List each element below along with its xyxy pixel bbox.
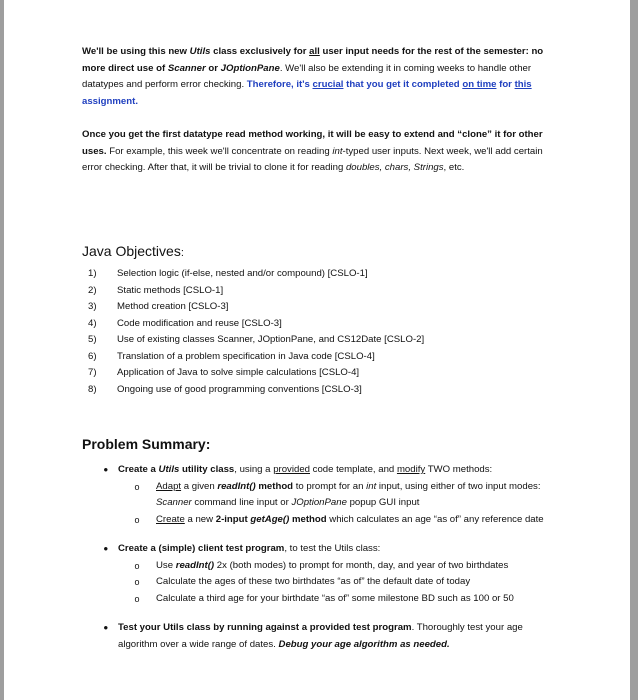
list-item: 7) Application of Java to solve simple calculations [CSLO-4] bbox=[88, 367, 360, 378]
summary-bullet-1: • Create a Utils utility class, using a provided code template, and modify TWO methods: bbox=[82, 462, 552, 479]
list-item: 8) Ongoing use of good programming conventions [CSLO-3] bbox=[88, 383, 362, 395]
summary-sub-item: o Create a new 2-input getAge() method which calculates an age “as of” any reference date bbox=[118, 512, 552, 529]
objectives-heading: Java Objectives: bbox=[82, 243, 184, 259]
circle-bullet-icon: o bbox=[134, 481, 140, 492]
summary-bullet-2: • Create a (simple) client test program, to test the Utils class: bbox=[82, 541, 552, 558]
circle-bullet-icon: o bbox=[134, 514, 140, 525]
list-item: 5) Use of existing classes Scanner, JOptionPane, and CS12Date [CSLO-2] bbox=[88, 334, 425, 345]
summary-bullet-3: • Test your Utils class by running against a provided test program. Thoroughly test your age algorithm over a wide range of dates. Debug your age algorithm as needed. bbox=[82, 620, 552, 653]
summary-heading: Problem Summary: bbox=[82, 436, 211, 452]
bullet-icon: • bbox=[103, 462, 108, 477]
summary-list bbox=[82, 462, 552, 653]
circle-bullet-icon: o bbox=[134, 593, 140, 604]
summary-sub-item: o Calculate the ages of these two birthdates “as of” the default date of today bbox=[118, 574, 552, 591]
document-page bbox=[4, 0, 630, 700]
list-item: 1) Selection logic (if-else, nested and/or compound) [CSLO-1] bbox=[88, 268, 368, 279]
objectives-list bbox=[82, 266, 424, 398]
circle-bullet-icon: o bbox=[134, 577, 140, 587]
summary-sub-item: o Calculate a third age for your birthdate “as of” some milestone BD such as 100 or 50 bbox=[118, 591, 552, 608]
document-content bbox=[82, 44, 562, 650]
circle-bullet-icon: o bbox=[134, 560, 140, 571]
bullet-icon: • bbox=[103, 620, 108, 635]
list-item: 4) Code modification and reuse [CSLO-3] bbox=[88, 317, 282, 329]
bullet-icon: • bbox=[103, 541, 108, 556]
intro-paragraph-1: We'll be using this new Utils class exclusively for all user input needs for the rest of the semester: no more direct use of Scanner or JOptionPane. We'll also be extending it in coming weeks to handle other datatypes and perform error checking. Therefore, it's crucial that you get it completed on time for this assignment. bbox=[82, 46, 544, 107]
summary-sub-item: o Adapt a given readInt() method to prompt for an int input, using either of two input modes: Scanner command line input or JOptionPane popup GUI input bbox=[118, 479, 552, 512]
list-item: 3) Method creation [CSLO-3] bbox=[88, 301, 229, 312]
intro-paragraph-2: Once you get the first datatype read method working, it will be easy to extend and “clone” it for other uses. For example, this week we'll concentrate on reading int-typed user inputs. Next week, we'll add certain error checking. After that, it will be trivial to clone it for reading doubles, chars, Strings, etc. bbox=[82, 129, 543, 173]
list-item: 6) Translation of a problem specification in Java code [CSLO-4] bbox=[88, 350, 375, 362]
list-item: 2) Static methods [CSLO-1] bbox=[88, 284, 224, 296]
summary-sub-item: o Use readInt() 2x (both modes) to prompt for month, day, and year of two birthdates bbox=[118, 558, 552, 575]
